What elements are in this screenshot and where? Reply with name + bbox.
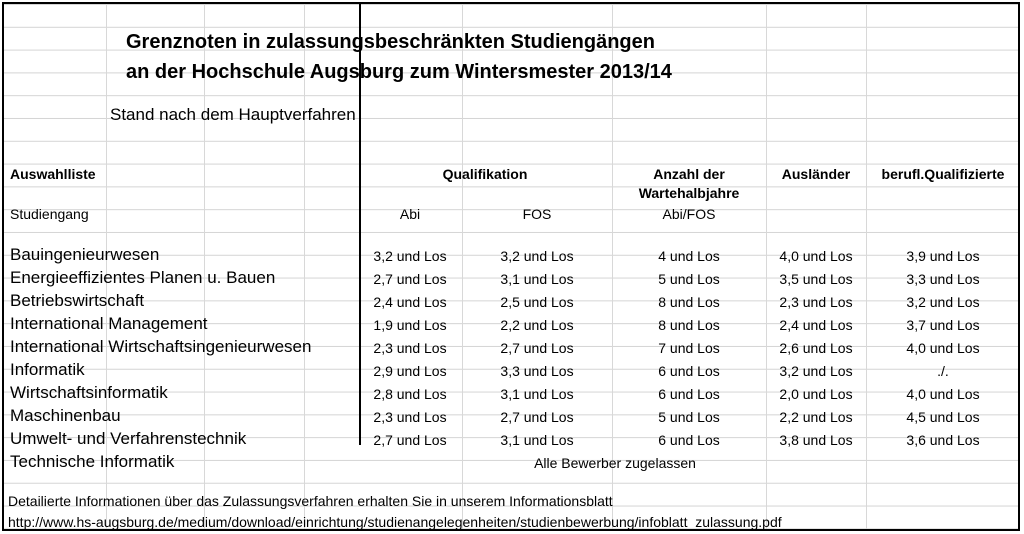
cell-abi: 2,3 und Los	[373, 409, 447, 425]
column-gridline	[766, 4, 767, 529]
cell-auslaender: 2,2 und Los	[779, 409, 853, 425]
header-abi-fos: Abi/FOS	[662, 206, 716, 222]
header-abi: Abi	[399, 206, 421, 222]
cell-auslaender: 2,0 und Los	[779, 386, 853, 402]
cell-auslaender: 3,2 und Los	[779, 363, 853, 379]
studiengang-name: Maschinenbau	[10, 406, 121, 425]
page-subtitle: Stand nach dem Hauptverfahren	[110, 105, 356, 124]
studiengang-name: Wirtschaftsinformatik	[10, 383, 168, 402]
cell-auslaender: 4,0 und Los	[779, 248, 853, 264]
cell-wartehalbjahre: 8 und Los	[658, 294, 720, 310]
cell-beruflich: 3,3 und Los	[906, 271, 980, 287]
cell-fos: 3,2 und Los	[500, 248, 574, 264]
cell-wartehalbjahre: 8 und Los	[658, 317, 720, 333]
footer-info-text: Detailierte Informationen über das Zulassungsverfahren erhalten Sie in unserem Informationsblatt	[8, 493, 613, 509]
studiengang-name: Bauingenieurwesen	[10, 245, 160, 264]
cell-wartehalbjahre: 5 und Los	[658, 271, 720, 287]
column-gridline	[866, 4, 867, 529]
cell-beruflich: 3,2 und Los	[906, 294, 980, 310]
page-title-line1: Grenznoten in zulassungsbeschränkten Studiengängen	[126, 31, 655, 53]
cell-fos: 3,1 und Los	[500, 386, 574, 402]
header-studiengang: Studiengang	[10, 206, 89, 222]
studiengang-name: Betriebswirtschaft	[10, 291, 145, 310]
cell-fos: 3,1 und Los	[500, 271, 574, 287]
cell-abi: 2,7 und Los	[373, 271, 447, 287]
note-all-admitted: Alle Bewerber zugelassen	[534, 455, 696, 471]
header-wartehalbjahre-line1: Anzahl der	[653, 166, 725, 182]
studiengang-name: Umwelt- und Verfahrenstechnik	[10, 429, 247, 448]
cell-auslaender: 3,8 und Los	[779, 432, 853, 448]
cell-auslaender: 2,4 und Los	[779, 317, 853, 333]
studiengang-name: Energieeffizientes Planen u. Bauen	[10, 268, 276, 287]
cell-abi: 2,3 und Los	[373, 340, 447, 356]
header-qualifikation: Qualifikation	[442, 166, 528, 182]
cell-abi: 1,9 und Los	[373, 317, 447, 333]
cell-abi: 3,2 und Los	[373, 248, 447, 264]
cell-beruflich: 4,0 und Los	[906, 340, 980, 356]
header-wartehalbjahre-line2: Wartehalbjahre	[638, 185, 740, 201]
cell-fos: 2,2 und Los	[500, 317, 574, 333]
cell-wartehalbjahre: 6 und Los	[658, 432, 720, 448]
cell-auslaender: 2,6 und Los	[779, 340, 853, 356]
studiengang-name: International Management	[10, 314, 208, 333]
cell-abi: 2,8 und Los	[373, 386, 447, 402]
cell-beruflich: 4,5 und Los	[906, 409, 980, 425]
cell-auslaender: 3,5 und Los	[779, 271, 853, 287]
footer-url: http://www.hs-augsburg.de/medium/download/einrichtung/studienangelegenheiten/studienbewerbung/infoblatt_zulassung.pdf	[8, 514, 782, 530]
cell-beruflich: 3,9 und Los	[906, 248, 980, 264]
cell-wartehalbjahre: 5 und Los	[658, 409, 720, 425]
cell-abi: 2,4 und Los	[373, 294, 447, 310]
spreadsheet-sheet	[2, 2, 1020, 531]
studiengang-name: Technische Informatik	[10, 452, 175, 471]
studiengang-name: Informatik	[10, 360, 85, 379]
cell-fos: 2,5 und Los	[500, 294, 574, 310]
cell-fos: 2,7 und Los	[500, 340, 574, 356]
header-beruflich: berufl.Qualifizierte	[881, 166, 1005, 182]
cell-beruflich: 3,6 und Los	[906, 432, 980, 448]
cell-wartehalbjahre: 7 und Los	[658, 340, 720, 356]
cell-fos: 2,7 und Los	[500, 409, 574, 425]
cell-fos: 3,1 und Los	[500, 432, 574, 448]
studiengang-name: International Wirtschaftsingenieurwesen	[10, 337, 312, 356]
cell-auslaender: 2,3 und Los	[779, 294, 853, 310]
cell-beruflich: 3,7 und Los	[906, 317, 980, 333]
header-auslaender: Ausländer	[781, 166, 851, 182]
page-title-line2: an der Hochschule Augsburg zum Wintersmester 2013/14	[126, 61, 672, 83]
header-fos: FOS	[522, 206, 552, 222]
column-gridline	[106, 4, 107, 529]
cell-wartehalbjahre: 4 und Los	[658, 248, 720, 264]
cell-abi: 2,7 und Los	[373, 432, 447, 448]
cell-abi: 2,9 und Los	[373, 363, 447, 379]
cell-wartehalbjahre: 6 und Los	[658, 386, 720, 402]
cell-fos: 3,3 und Los	[500, 363, 574, 379]
cell-wartehalbjahre: 6 und Los	[658, 363, 720, 379]
cell-beruflich: ./.	[937, 363, 949, 379]
header-auswahlliste: Auswahlliste	[10, 166, 96, 182]
cell-beruflich: 4,0 und Los	[906, 386, 980, 402]
